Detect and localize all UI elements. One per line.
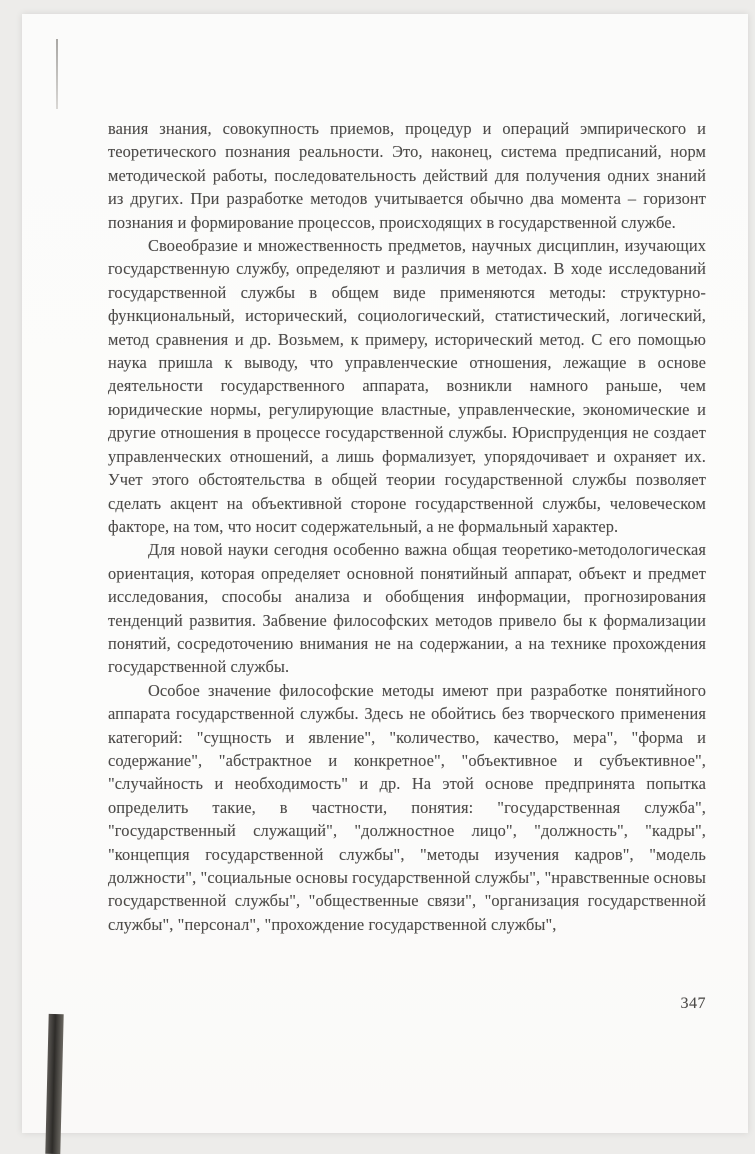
text-column [108, 117, 706, 936]
paragraph: Особое значение философские методы имеют при разработке понятийного аппарата государственной службы. Здесь не обойтись без творческого применения категорий: "сущность и явление", "количество, качество, мера", "форма и содержание", "абстрактное и конкретное", "объективное и субъективное", "случайность и необходимость" и др. На этой основе предпринята попытка определить такие, в частности, понятия: "государственная служба", "государственный служащий", "должностное лицо", "должность", "кадры", "концепция государственной службы", "методы изучения кадров", "модель должности", "социальные основы государственной службы", "нравственные основы государственной службы", "общественные связи", "организация государственной службы", "персонал", "прохождение государственной службы", [108, 680, 706, 934]
page-edge-line [56, 39, 58, 109]
paragraph: Своеобразие и множественность предметов, научных дисциплин, изучающих государственную службу, определяют и различия в методах. В ходе исследований государственной службы в общем виде применяются методы: структурно-функциональный, исторический, социологический, статистический, логический, метод сравнения и др. Возьмем, к примеру, исторический метод. С его помощью наука пришла к выводу, что управленческие отношения, лежащие в основе деятельности государственного аппарата, возникли намного раньше, чем юридические нормы, регулирующие властные, управленческие, экономические и другие отношения в процессе государственной службы. Юриспруденция не создает управленческих отношений, а лишь формализует, упорядочивает и охраняет их. Учет этого обстоятельства в общей теории государственной службы позволяет сделать акцент на объективной стороне государственной службы, человеческом факторе, на том, что носит содержательный, а не формальный характер. [108, 236, 706, 536]
paragraph: вания знания, совокупность приемов, процедур и операций эмпирического и теоретического познания реальности. Это, наконец, система предписаний, норм методической работы, последовательность действий для получения одних знаний из других. При разработке методов учитывается обычно два момента – горизонт познания и формирование процессов, происходящих в государственной службе. [108, 119, 706, 232]
paragraph: Для новой науки сегодня особенно важна общая теоретико-методологическая ориентация, которая определяет основной понятийный аппарат, объект и предмет исследования, способы анализа и обобщения информации, прогнозирования тенденций развития. Забвение философских методов привело бы к формализации понятий, сосредоточению внимания не на содержании, а на технике прохождения государственной службы. [108, 540, 706, 677]
page-number: 347 [680, 995, 706, 1012]
scanned-page [22, 14, 748, 1133]
